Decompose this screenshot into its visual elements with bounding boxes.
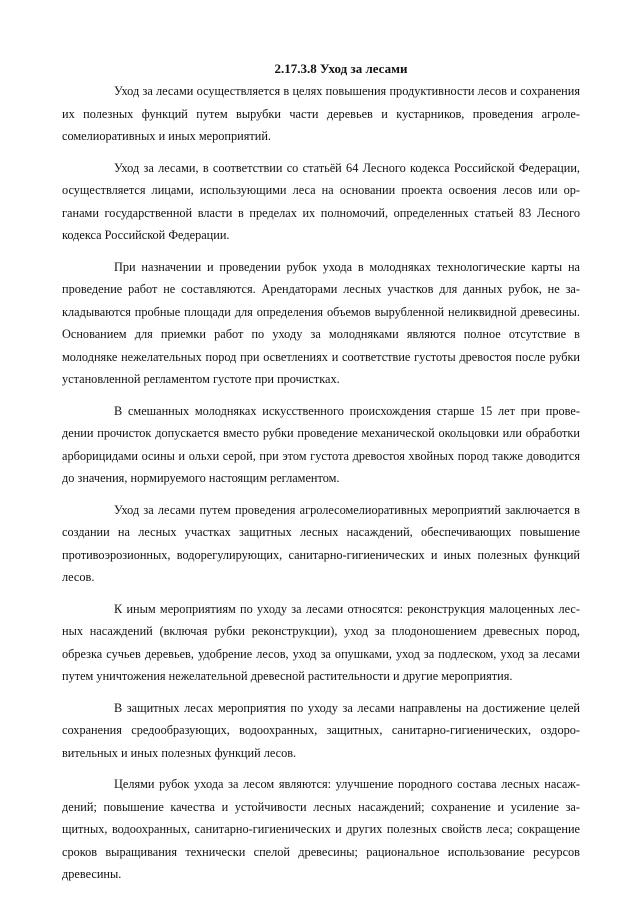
paragraph-2: Уход за лесами, в соответствии со статьёй 64 Лесного кодекса Российской Федерации, осуществляется лицами, использующими леса на основании проекта освоения лесов или органами государственной власти в пределах их полномочий, определенных статьей 83 Лесного кодекса Российской Федерации.: [62, 160, 580, 242]
paragraph-8: Целями рубок ухода за лесом являются: улучшение породного состава лесных насаждений; повышение качества и устойчивости лесных насаждений; сохранение и усиление защитных, водоохранных, санитарно-гигиенических и других полезных свойств леса; сокращение сроков выращивания технически спелой древесины; рациональное использование ресурсов древесины.: [62, 777, 580, 881]
paragraph-7: В защитных лесах мероприятия по уходу за лесами направлены на достижение целей сохранения средообразующих, водоохранных, защитных, санитарно-гигиенических, оздоровительных и иных полезных функций лесов.: [62, 700, 580, 760]
paragraph-5: Уход за лесами путем проведения агролесомелиоративных мероприятий заключается в создании на лесных участках защитных лесных насаждений, обеспечивающих повышение противоэрозионных, водорегулирующих, санитарно-гигиенических и иных полезных функций лесов.: [62, 502, 580, 584]
paragraph-1: Уход за лесами осуществляется в целях повышения продуктивности лесов и сохранения их полезных функций путем вырубки части деревьев и кустарников, проведения агролесомелиоративных и иных мероприятий.: [62, 84, 580, 143]
paragraph-6: К иным мероприятиям по уходу за лесами относятся: реконструкция малоценных лесных насаждений (включая рубки реконструкции), уход за плодоношением древесных пород, обрезка сучьев деревьев, удобрение лесов, уход за опушками, уход за подлеском, уход за лесами путем уничтожения нежелательной древесной растительности и другие мероприятия.: [62, 601, 580, 683]
section-heading: 2.17.3.8 Уход за лесами: [274, 61, 408, 76]
document-page: [62, 58, 580, 895]
paragraph-3: При назначении и проведении рубок ухода в молодняках технологические карты на проведение работ не составляются. Арендаторами лесных участков для данных рубок, не закладываются пробные площади для определения объемов вырубленной неликвидной древесины. Основанием для приемки работ по уходу за молодняками являются полное отсутствие в молодняке нежелательных пород при осветлениях и соответствие густоты древостоя после рубки установленной регламентом густоте при прочистках.: [62, 259, 580, 386]
paragraph-4: В смешанных молодняках искусственного происхождения старше 15 лет при проведении прочисток допускается вместо рубки проведение механической окольцовки или обработки арборицидами осины и ольхи серой, при этом густота древостоя хвойных пород также доводится до значения, нормируемого настоящим регламентом.: [62, 403, 580, 485]
